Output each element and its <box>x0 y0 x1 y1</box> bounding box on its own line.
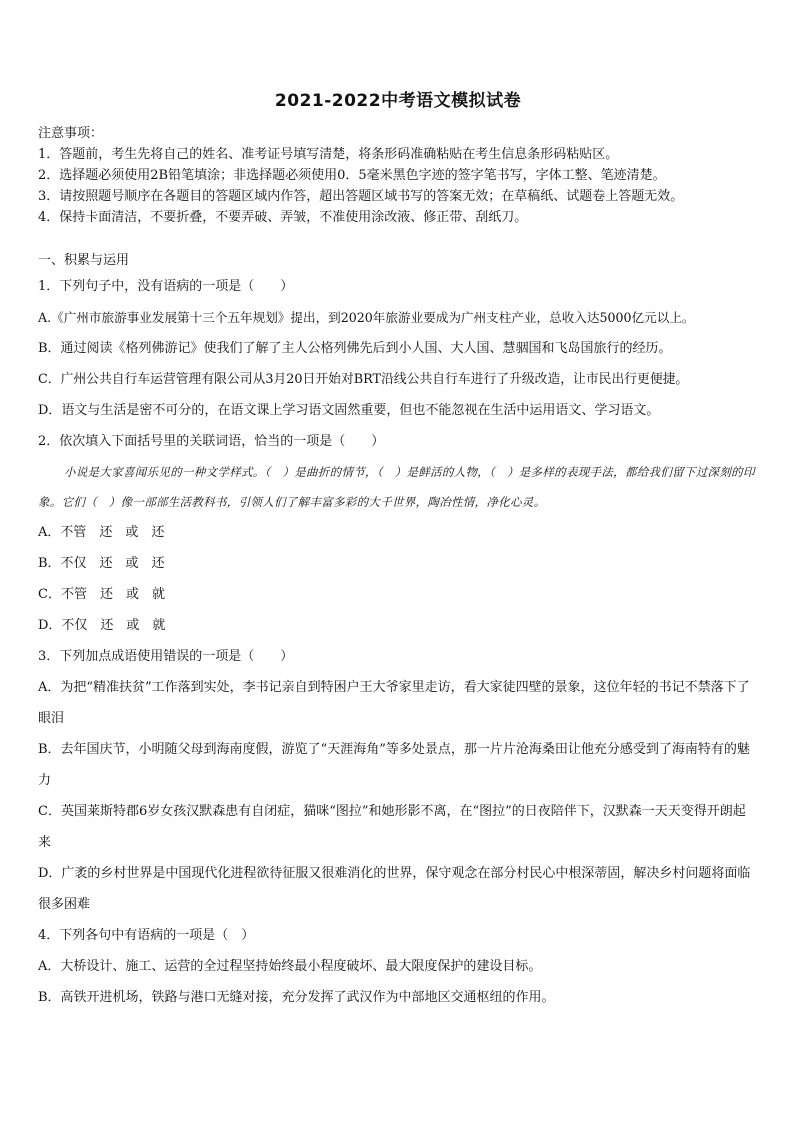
notice-item-1: 1．答题前，考生先将自己的姓名、准考证号填写清楚，将条形码准确粘贴在考生信息条形码粘贴区。 <box>38 147 619 162</box>
question-1-stem: 1．下列句子中，没有语病的一项是（ ） <box>38 279 294 294</box>
question-1-option-b: B．通过阅读《格列佛游记》使我们了解了主人公格列佛先后到小人国、大人国、慧骃国和飞岛国旅行的经历。 <box>38 341 672 356</box>
question-3-option-d: D．广袤的乡村世界是中国现代化进程欲待征服又很难消化的世界，保守观念在部分村民心中根深蒂固，解决乡村问题将面临很多困难 <box>38 866 751 912</box>
notice-item-2: 2．选择题必须使用2B铅笔填涂；非选择题必须使用0．5毫米黑色字迹的签字笔书写，字体工整、笔迹清楚。 <box>38 168 666 183</box>
question-4-stem: 4．下列各句中有语病的一项是（ ） <box>38 928 255 943</box>
notice-heading: 注意事项： <box>38 126 104 141</box>
notice-item-4: 4．保持卡面清洁，不要折叠，不要弄破、弄皱，不准使用涂改液、修正带、刮纸刀。 <box>38 210 528 225</box>
question-3-option-a: A．为把“精准扶贫”工作落到实处，李书记亲自到特困户王大爷家里走访，看大家徒四壁的景象，这位年轻的书记不禁落下了眼泪 <box>38 680 750 726</box>
question-2-option-b: B．不仅 还 或 还 <box>38 556 165 571</box>
question-2-option-a: A．不管 还 或 还 <box>38 525 165 540</box>
question-4-option-b: B．高铁开进机场，铁路与港口无缝对接，充分发挥了武汉作为中部地区交通枢纽的作用。 <box>38 990 555 1005</box>
section-heading-1: 一、积累与运用 <box>38 253 130 268</box>
question-4-option-a: A．大桥设计、施工、运营的全过程坚持始终最小程度破坏、最大限度保护的建设目标。 <box>38 959 542 974</box>
question-1-option-c: C．广州公共自行车运营管理有限公司从3月20日开始对BRT沿线公共自行车进行了升级改造，让市民出行更便捷。 <box>38 372 689 387</box>
notice-item-3: 3．请按照题号顺序在各题目的答题区域内作答，超出答题区域书写的答案无效；在草稿纸、试题卷上答题无效。 <box>38 189 684 204</box>
question-1-option-a: A.《广州市旅游事业发展第十三个五年规划》提出，到2020年旅游业要成为广州支柱产业，总收入达5000亿元以上。 <box>38 310 695 325</box>
question-3-option-b: B．去年国庆节，小明随父母到海南度假，游览了“天涯海角”等多处景点，那一片片沧海桑田让他充分感受到了海南特有的魅力 <box>38 742 750 788</box>
question-3-stem: 3．下列加点成语使用错误的一项是（ ） <box>38 649 294 664</box>
question-2-option-c: C．不管 还 或 就 <box>38 587 165 602</box>
question-2-stem: 2．依次填入下面括号里的关联词语，恰当的一项是（ ） <box>38 434 385 449</box>
question-3-option-c: C．英国莱斯特郡6岁女孩汉默森患有自闭症，猫咪“图拉”和她形影不离，在“图拉”的日夜陪伴下，汉默森一天天变得开朗起来 <box>38 804 746 850</box>
question-2-passage: 小说是大家喜闻乐见的一种文学样式。（ ）是曲折的情节，（ ）是鲜活的人物，（ ）是多样的表现手法，都给我们留下过深刻的印象。它们（ ）像一部部生活教科书，引领人们了解丰富多彩的大千世界，陶冶性情，净化心灵。 <box>38 465 755 509</box>
question-1-option-d: D．语文与生活是密不可分的，在语文课上学习语文固然重要，但也不能忽视在生活中运用语文、学习语文。 <box>38 403 660 418</box>
page-title: 2021-2022中考语文模拟试卷 <box>274 91 522 111</box>
question-2-option-d: D．不仅 还 或 就 <box>38 618 166 633</box>
